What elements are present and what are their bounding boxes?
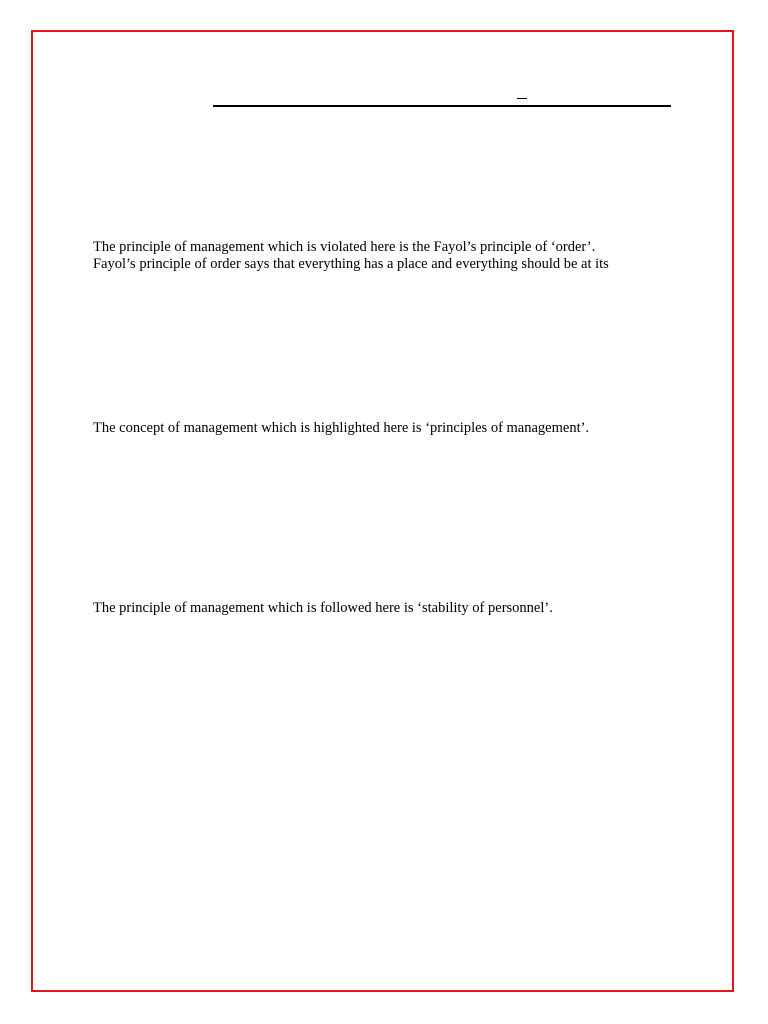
paragraph-line: Fayol’s principle of order says that everything has a place and everything should be at its: [93, 256, 609, 272]
paragraph-concept-highlighted: [93, 420, 693, 437]
paragraph-order-principle: [93, 239, 693, 273]
paragraph-stability-personnel: [93, 600, 693, 617]
paragraph-line: The principle of management which is violated here is the Fayol’s principle of ‘order’.: [93, 239, 596, 255]
page-border: [31, 30, 734, 992]
header-dash: [517, 98, 527, 99]
header-rule: [213, 105, 671, 107]
paragraph-line: The principle of management which is followed here is ‘stability of personnel’.: [93, 600, 553, 616]
paragraph-line: The concept of management which is highlighted here is ‘principles of management’.: [93, 420, 590, 436]
